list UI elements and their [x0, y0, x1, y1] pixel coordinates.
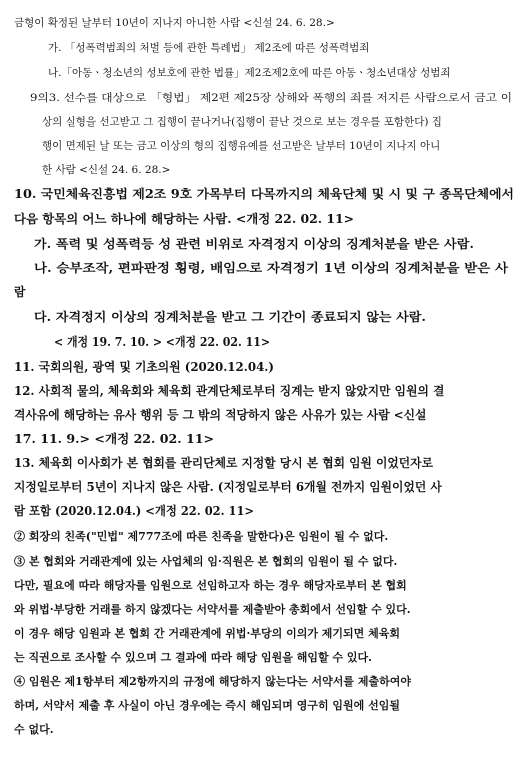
item-13-cont-2: 람 포함 (2020.12.04.) <개정 22. 02. 11>	[14, 504, 254, 518]
clause-3-cont-2: 와 위법·부당한 거래를 하지 않겠다는 서약서를 제출받아 총회에서 선임할 수 있다.	[14, 603, 411, 616]
clause-2: ② 회장의 친족("민법" 제777조에 따른 친족을 말한다)은 임원이 될 수 없다.	[14, 530, 389, 543]
item-12: 12. 사회적 물의, 체육회와 체육회 관계단체로부터 징계는 받지 않았지만 임원의 결	[14, 384, 445, 398]
text-line-4: 9의3. 선수를 대상으로 「형법」 제2편 제25장 상해와 폭행의 죄를 저지른 사람으로서 금고 이	[30, 92, 512, 104]
clause-4-cont-1: 하며, 서약서 제출 후 사실이 아닌 경우에는 즉시 해임되며 영구히 임원에 선임될	[14, 699, 400, 712]
text-line-1: 금형이 확정된 날부터 10년이 지나지 아니한 사람 <신설 24. 6. 28.>	[14, 17, 335, 29]
item-10-da: 다. 자격정지 이상의 징계처분을 받고 그 기간이 종료되지 않는 사람.	[34, 310, 427, 324]
clause-3-cont-3: 이 경우 해당 임원과 본 협회 간 거래관계에 위법·부당의 이의가 제기되면 체육회	[14, 627, 400, 640]
clause-3-cont-1: 다만, 필요에 따라 해당자를 임원으로 선임하고자 하는 경우 해당자로부터 본 협회	[14, 579, 407, 592]
text-line-3: 나.「아동ㆍ청소년의 성보호에 관한 법률」제2조제2호에 따른 아동ㆍ청소년대상 성범죄	[48, 67, 451, 79]
clause-3: ③ 본 협회와 거래관계에 있는 사업체의 임·직원은 본 협회의 임원이 될 수 없다.	[14, 555, 398, 568]
item-13: 13. 체육회 이사회가 본 협회를 관리단체로 지정할 당시 본 협회 임원 이었던자로	[14, 456, 433, 470]
item-10-na-end: 람	[14, 285, 26, 299]
item-11: 11. 국회의원, 광역 및 기초의원 (2020.12.04.)	[14, 360, 274, 374]
text-line-6: 행이 면제된 날 또는 금고 이상의 형의 집행유예를 선고받은 날부터 10년이 지나지 아니	[42, 140, 441, 152]
item-13-cont-1: 지정일로부터 5년이 지나지 않은 사람. (지정일로부터 6개월 전까지 임원이었던 사	[14, 480, 442, 494]
item-10-continuation: 다음 항목의 어느 하나에 해당하는 사람. <개정 22. 02. 11>	[14, 212, 355, 226]
item-10-revision: < 개정 19. 7. 10. > <개정 22. 02. 11>	[54, 335, 270, 349]
text-line-5: 상의 실형을 선고받고 그 집행이 끝나거나(집행이 끝난 것으로 보는 경우를 포함한다) 집	[42, 116, 442, 128]
clause-4: ④ 임원은 제1항부터 제2항까지의 규정에 해당하지 않는다는 서약서를 제출하여야	[14, 675, 411, 688]
item-10-ga: 가. 폭력 및 성폭력등 성 관련 비위로 자격정지 이상의 징계처분을 받은 사람.	[34, 237, 475, 251]
item-10-na: 나. 승부조작, 편파판정 횡령, 배임으로 자격정기 1년 이상의 징계처분을 받은 사	[34, 261, 508, 275]
item-12-cont-2: 17. 11. 9.> <개정 22. 02. 11>	[14, 432, 214, 446]
text-line-7: 한 사람 <신설 24. 6. 28.>	[42, 164, 171, 176]
clause-3-cont-4: 는 직권으로 조사할 수 있으며 그 결과에 따라 해당 임원을 해임할 수 있다.	[14, 651, 372, 664]
item-10-heading: 10. 국민체육진흥법 제2조 9호 가목부터 다목까지의 체육단체 및 시 및 구 종목단체에서	[14, 187, 514, 201]
text-line-2: 가. 「성폭력범죄의 처벌 등에 관한 특례법」 제2조에 따른 성폭력범죄	[48, 42, 370, 54]
item-12-cont-1: 격사유에 해당하는 유사 행위 등 그 밖의 적당하지 않은 사유가 있는 사람 <신설	[14, 408, 427, 422]
clause-4-cont-2: 수 없다.	[14, 723, 54, 736]
